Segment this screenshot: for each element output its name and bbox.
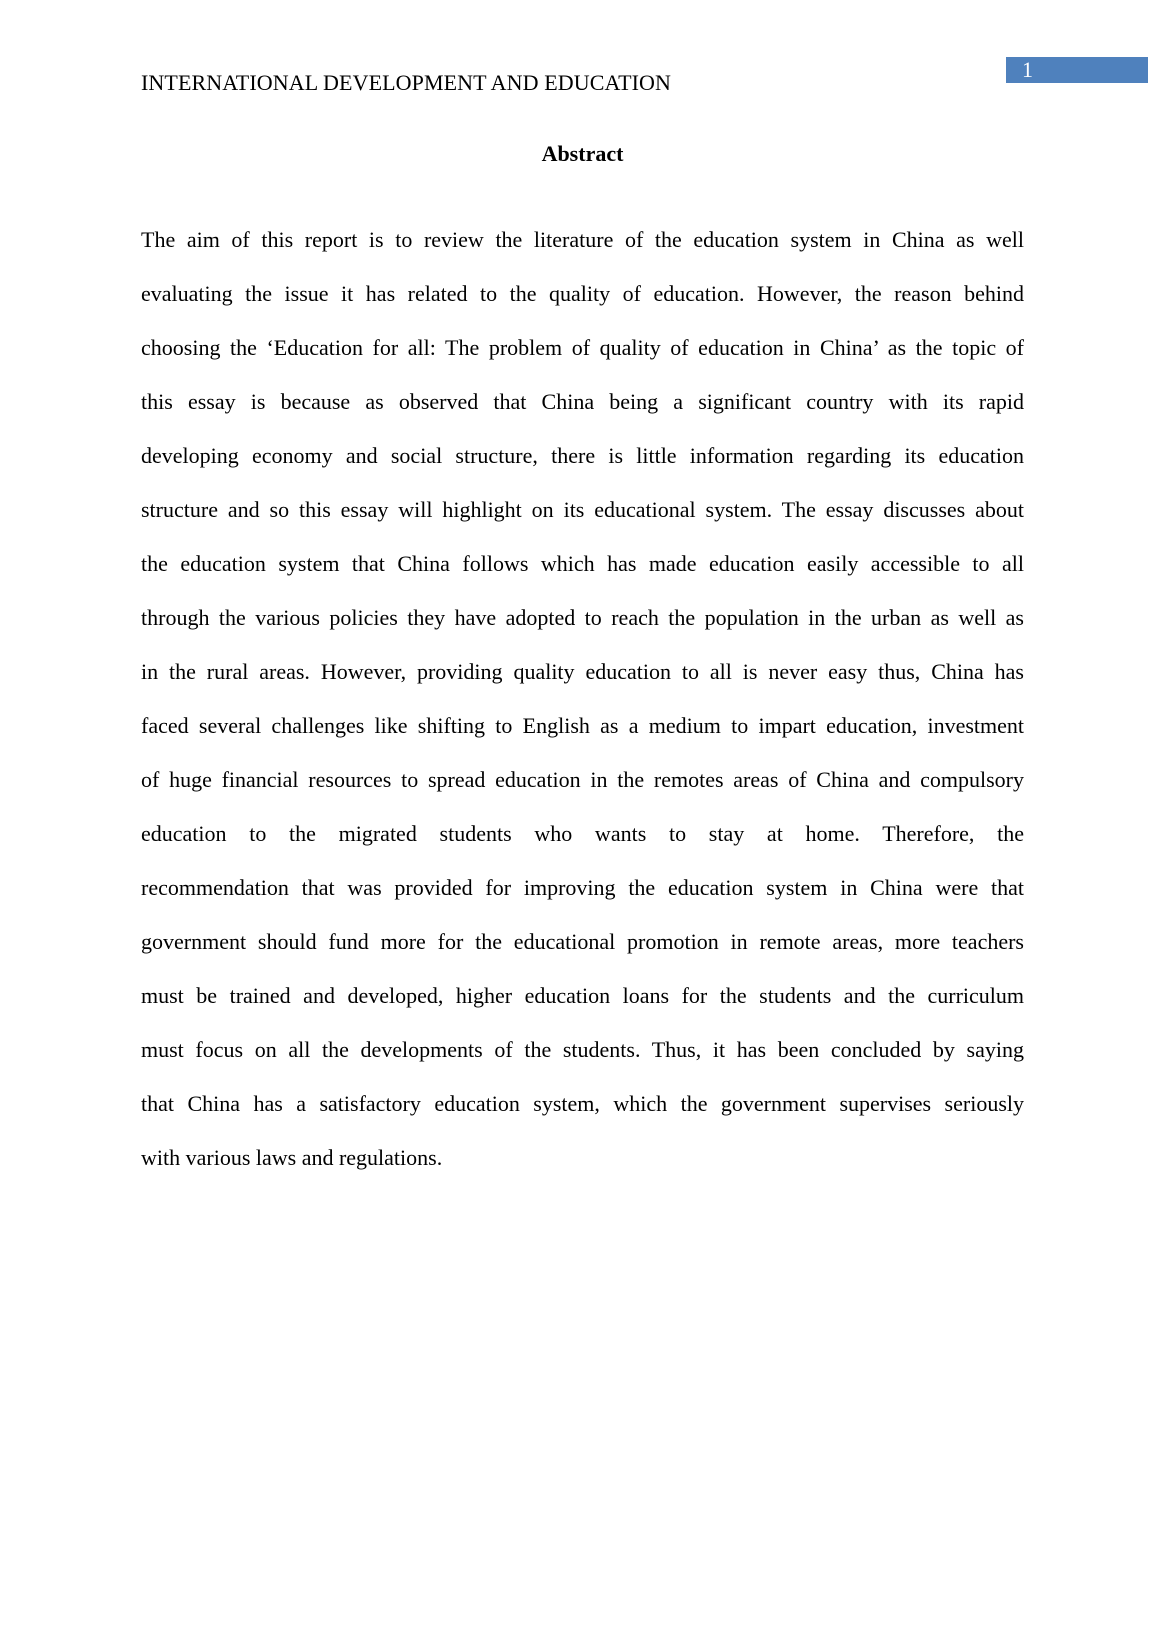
paragraph-line: developing economy and social structure, there is little information regarding its education [141, 443, 1024, 468]
page-number: 1 [1022, 57, 1033, 82]
paragraph-line: evaluating the issue it has related to the quality of education. However, the reason behind [141, 281, 1024, 306]
paragraph-line: the education system that China follows which has made education easily accessible to all [141, 551, 1024, 576]
paragraph-line: faced several challenges like shifting to English as a medium to impart education, investment [141, 713, 1024, 738]
page-number-badge [1006, 57, 1148, 83]
paragraph-line: choosing the ‘Education for all: The problem of quality of education in China’ as the topic of [141, 335, 1024, 360]
paragraph-line: that China has a satisfactory education system, which the government supervises seriously [141, 1091, 1024, 1116]
paragraph-line: recommendation that was provided for improving the education system in China were that [141, 875, 1024, 900]
abstract-paragraph [141, 213, 1024, 1185]
running-head: INTERNATIONAL DEVELOPMENT AND EDUCATION [141, 70, 672, 95]
abstract-title: Abstract [541, 141, 624, 166]
paragraph-line: The aim of this report is to review the literature of the education system in China as well [141, 227, 1024, 252]
paragraph-line: must focus on all the developments of the students. Thus, it has been concluded by saying [141, 1037, 1024, 1062]
paragraph-line: structure and so this essay will highlight on its educational system. The essay discusses about [141, 497, 1024, 522]
paragraph-line: must be trained and developed, higher education loans for the students and the curriculum [141, 983, 1024, 1008]
paragraph-line: in the rural areas. However, providing quality education to all is never easy thus, China has [141, 659, 1024, 684]
paragraph-line: with various laws and regulations. [141, 1145, 443, 1170]
paragraph-line: this essay is because as observed that China being a significant country with its rapid [141, 389, 1024, 414]
paragraph-line: education to the migrated students who wants to stay at home. Therefore, the [141, 821, 1024, 846]
paragraph-line: of huge financial resources to spread education in the remotes areas of China and compulsory [141, 767, 1024, 792]
paragraph-line: through the various policies they have adopted to reach the population in the urban as well as [141, 605, 1024, 630]
paragraph-line: government should fund more for the educational promotion in remote areas, more teachers [141, 929, 1024, 954]
